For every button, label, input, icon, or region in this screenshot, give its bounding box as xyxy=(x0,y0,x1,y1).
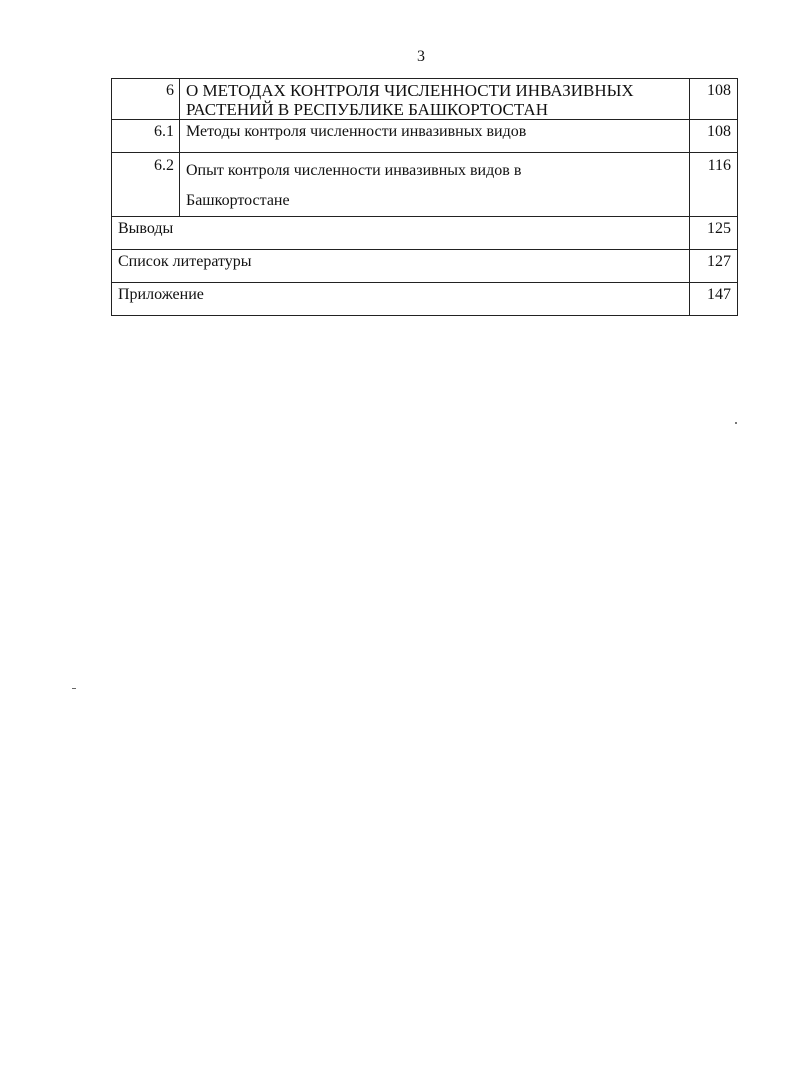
page-number: 3 xyxy=(417,48,425,65)
toc-section-page: 108 xyxy=(690,120,738,153)
toc-section-title: Методы контроля численности инвазивных видов xyxy=(180,120,690,153)
toc-row-section-6-1 xyxy=(112,120,738,153)
toc-section-title xyxy=(180,153,690,217)
scan-speck xyxy=(735,422,737,424)
toc-appendix-title: Приложение xyxy=(112,283,690,316)
toc-row-conclusions xyxy=(112,217,738,250)
toc-row-chapter-6 xyxy=(112,79,738,120)
toc-appendix-page: 147 xyxy=(690,283,738,316)
toc-references-page: 127 xyxy=(690,250,738,283)
scan-speck xyxy=(72,688,76,689)
toc-section-number: 6.1 xyxy=(112,120,180,153)
toc-references-title: Список литературы xyxy=(112,250,690,283)
toc-section-page: 116 xyxy=(690,153,738,217)
toc-row-appendix xyxy=(112,283,738,316)
toc-section-title-line1: Опыт контроля численности инвазивных видов в xyxy=(186,162,522,179)
toc-chapter-title-line2: РАСТЕНИЙ В РЕСПУБЛИКЕ БАШКОРТОСТАН xyxy=(186,100,548,119)
toc-chapter-title-line1: О МЕТОДАХ КОНТРОЛЯ ЧИСЛЕННОСТИ ИНВАЗИВНЫХ xyxy=(186,81,634,100)
toc-row-references xyxy=(112,250,738,283)
toc-conclusions-title: Выводы xyxy=(112,217,690,250)
toc-chapter-page: 108 xyxy=(690,79,738,120)
toc-section-number: 6.2 xyxy=(112,153,180,217)
toc-section-title-line2: Башкортостане xyxy=(186,192,290,209)
toc-conclusions-page: 125 xyxy=(690,217,738,250)
toc-chapter-number: 6 xyxy=(112,79,180,120)
toc-row-section-6-2 xyxy=(112,153,738,217)
toc-chapter-title xyxy=(180,79,690,120)
table-of-contents xyxy=(111,78,738,316)
